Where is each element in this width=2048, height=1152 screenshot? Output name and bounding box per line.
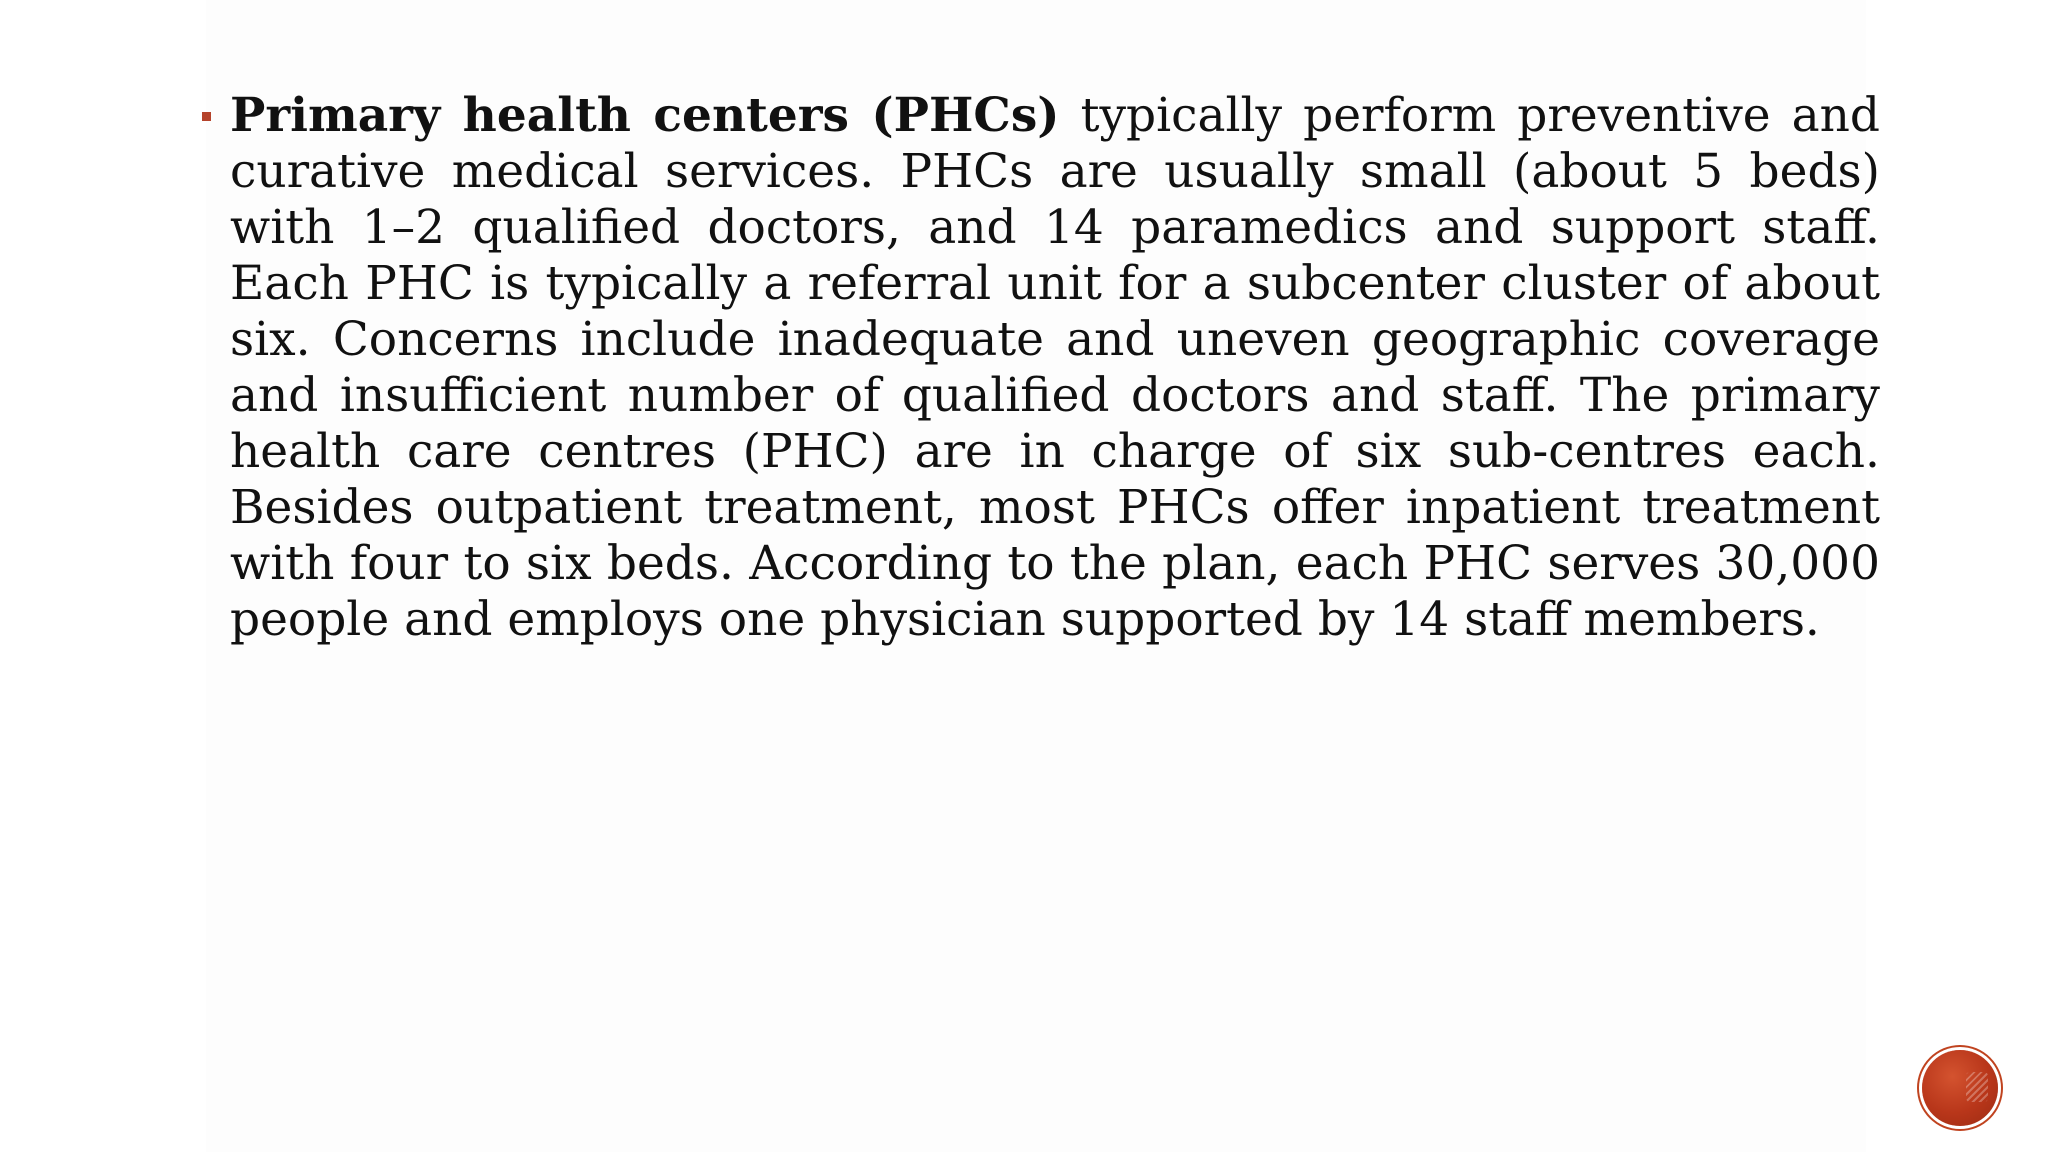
- bullet-item-phc: [200, 88, 1880, 648]
- bullet-lead-text: Primary health centers (PHCs): [230, 88, 1060, 143]
- bullet-body-text: typically perform preventive and curative medical services. PHCs are usually small (about 5 beds) with 1–2 qualified doctors, and 14 paramedics and support staff. Each PHC is typically a referral unit for a subcenter cluster of about six. Concerns include inadequate and uneven geographic coverage and insufficient number of qualified doctors and staff. The primary health care centres (PHC) are in charge of six sub-centres each. Besides outpatient treatment, most PHCs offer inpatient treatment with four to six beds. According to the plan, each PHC serves 30,000 people and employs one physician supported by 14 staff members.: [230, 88, 1880, 647]
- round-logo-badge-icon: [1922, 1050, 1998, 1126]
- bullet-list: [200, 88, 1880, 648]
- square-bullet-icon: [202, 112, 211, 121]
